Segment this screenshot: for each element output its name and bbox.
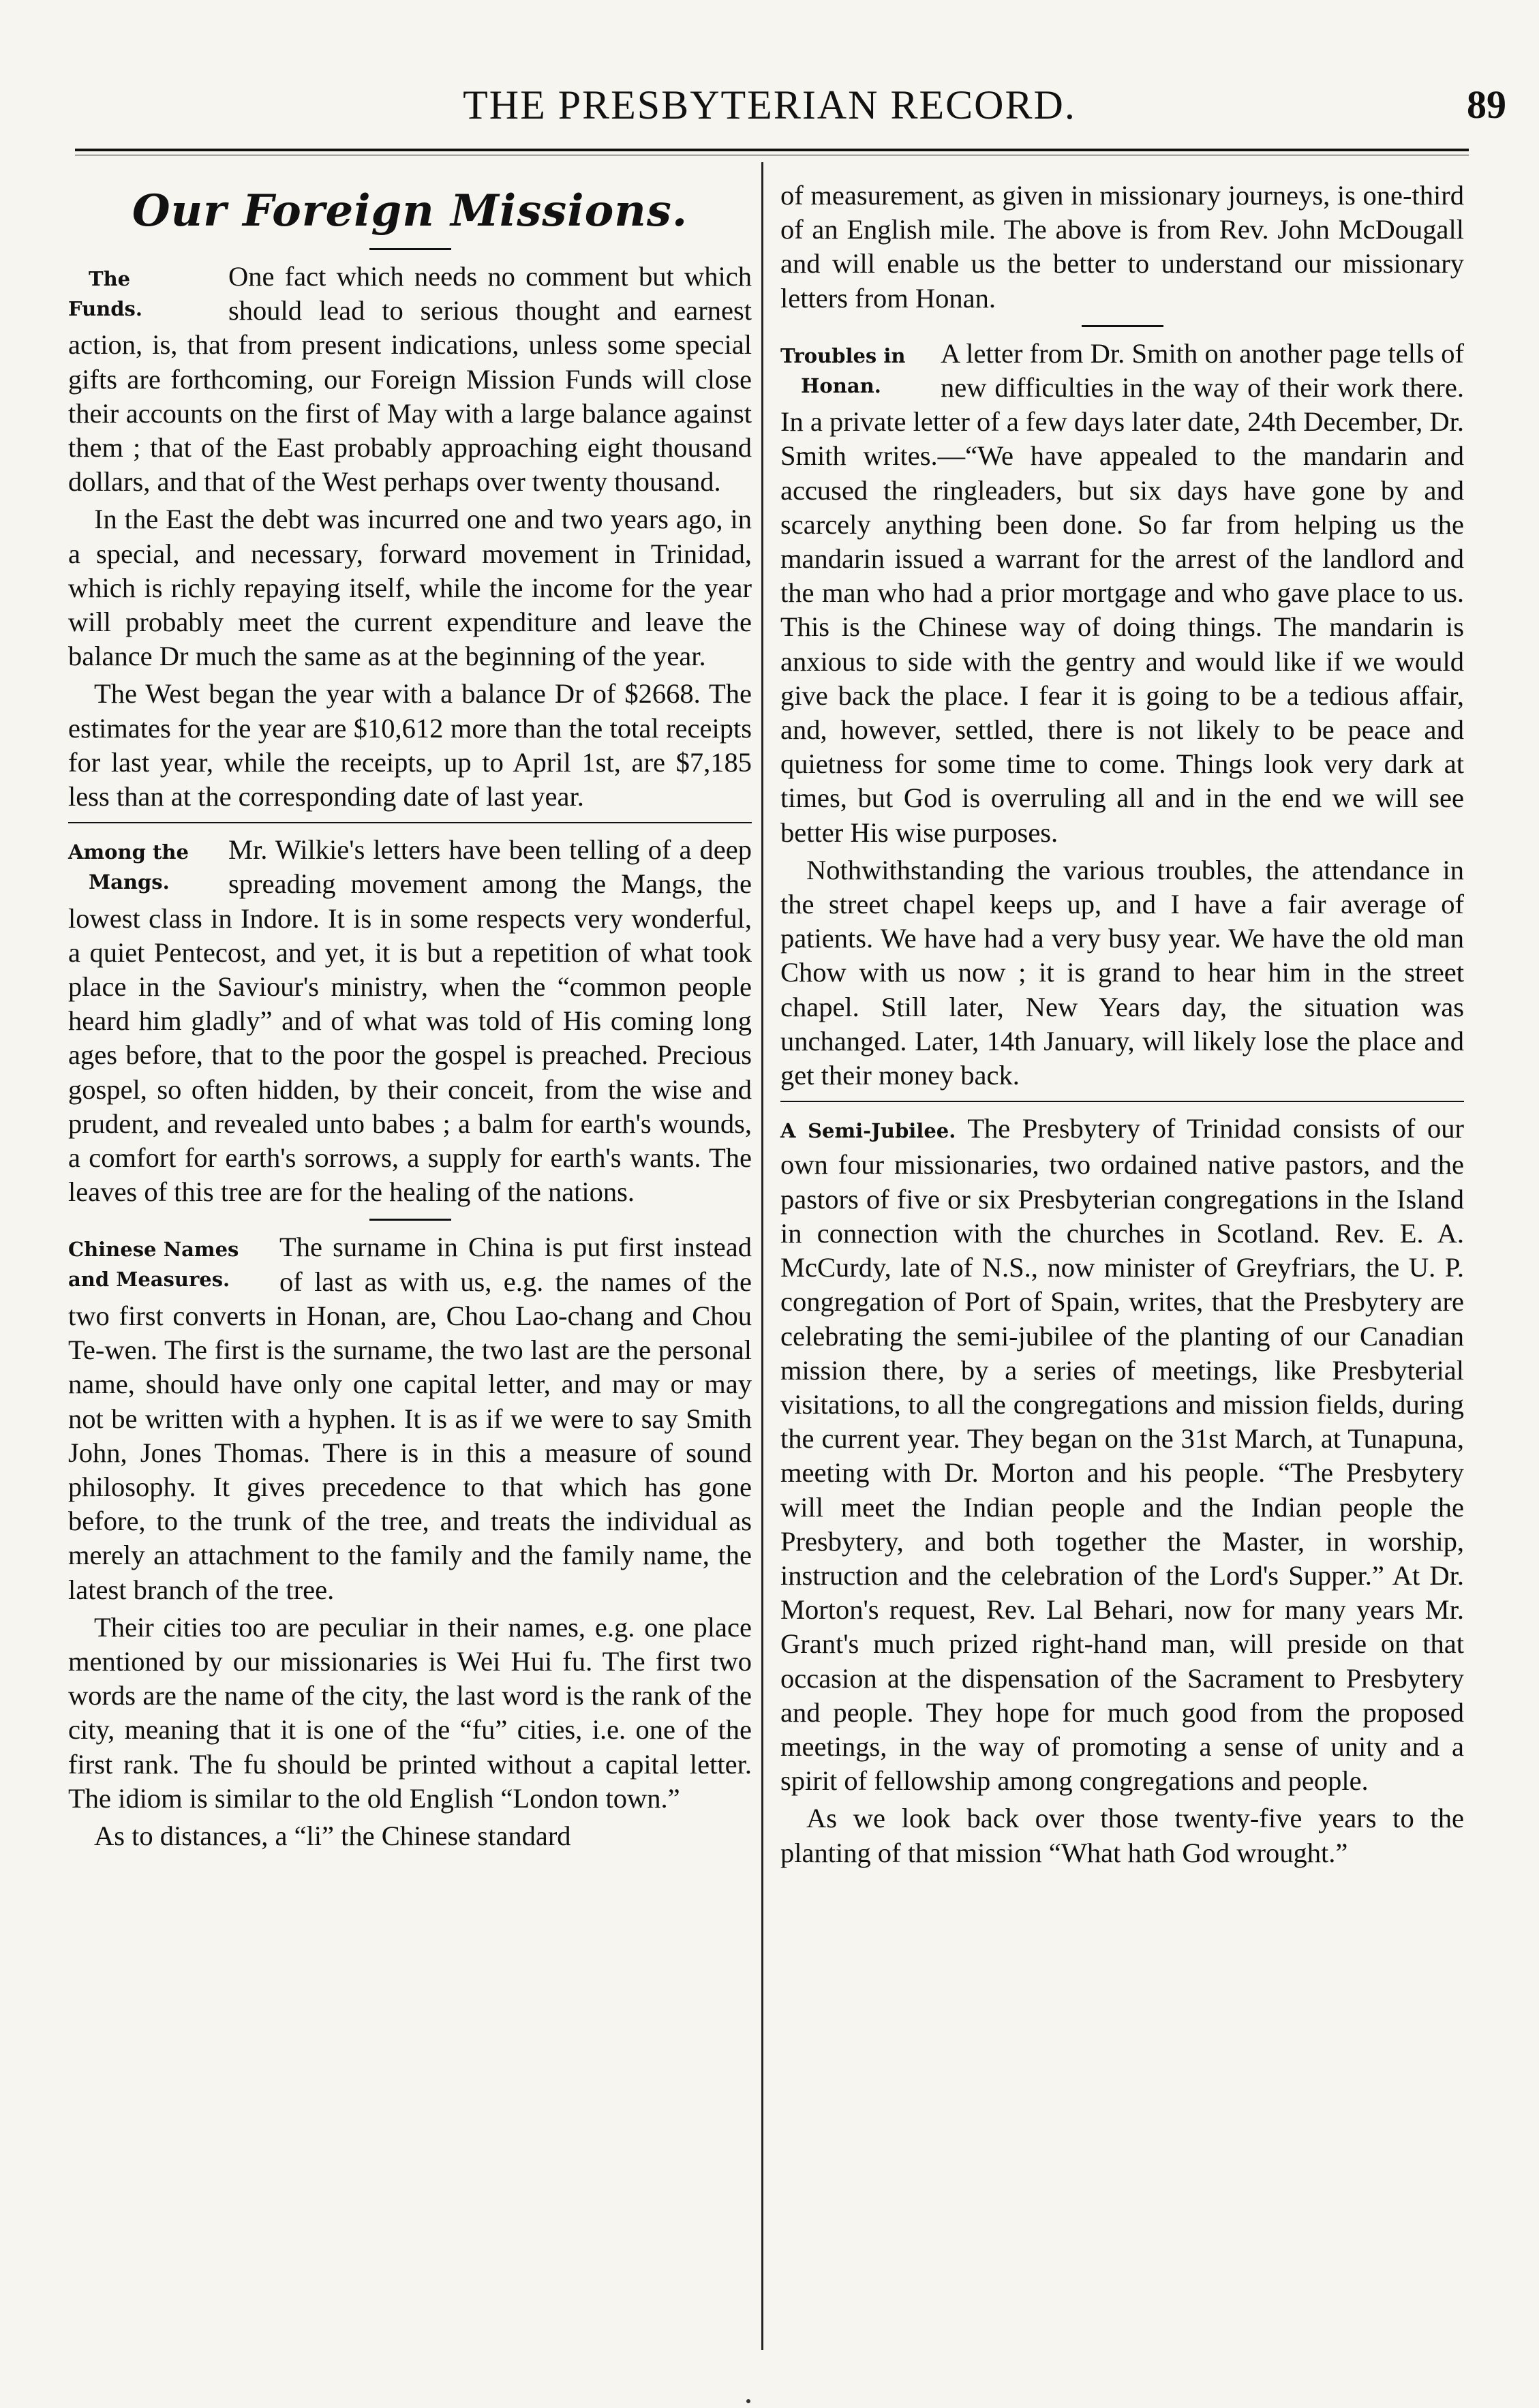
jubilee-heading: A Semi-Jubilee.: [780, 1119, 956, 1143]
mangs-heading-line-2: Mangs.: [89, 870, 170, 894]
mangs-paragraph-1: [68, 833, 752, 1209]
names-text-1: The surname in China is put first instead of last as with us, e.g. the names of the two first converts in Honan, are, Chou Lao-chang and Chou Te-wen. The first is the surname, the two last are the personal name, should have only one capital letter, and may or may not be written with a hyphen. It is as if we were to say Smith John, Jones Thomas. There is in this a measure of sound philosophy. It gives precedence to that which has gone before, to the trunk of the tree, and treats the individual as merely an attachment to the family and the family name, the latest branch of the tree.: [68, 1232, 752, 1605]
mangs-text: Mr. Wilkie's letters have been telling of a deep spreading movement among the Mangs, the lowest class in Indore. It is in some respects very wonderful, a quiet Pentecost, and yet, it is but a repetition of what took place in the Saviour's ministry, when the “common people heard him gladly” and of what was told of His coming long ages before, that to the poor the gospel is preached. Precious gospel, so often hidden, by their conceit, from the wise and prudent, and revealed unto babes ; a balm for earth's wounds, a comfort for earth's sorrows, a supply for earth's wants. The leaves of this tree are for the healing of the nations.: [68, 834, 752, 1208]
separator: [369, 1219, 451, 1221]
section-rule: [780, 1101, 1464, 1102]
mangs-sidehead: [68, 837, 222, 897]
running-header: [0, 82, 1539, 136]
column-divider: [761, 162, 763, 2350]
funds-heading-line-2: Funds.: [68, 297, 142, 320]
names-paragraph-3: As to distances, a “li” the Chinese standard: [94, 1820, 571, 1851]
print-speck: [746, 2399, 750, 2403]
jubilee-paragraph-2: As we look back over those twenty-five years to the planting of that mission “What hath God wrought.”: [780, 1803, 1464, 1868]
honan-sidehead: [780, 341, 934, 401]
honan-heading-line-1: Troubles in: [780, 344, 906, 367]
mangs-heading-line-1: Among the: [68, 840, 189, 864]
jubilee-text-1: The Presbytery of Trinidad consists of our own four missionaries, two ordained native pastors, and the pastors of five or six Presbyterian congregations in the Island in connection with the churches in Scotland. Rev. E. A. McCurdy, late of N.S., now minister of Greyfriars, the U. P. congregation of Port of Spain, writes, that the Presbytery are celebrating the semi-jubilee of the planting of our Canadian mission there, by a series of meetings, like Presbyterial visitations, to all the congregations and mission fields, during the current year. They began on the 31st March, at Tunapuna, meeting with Dr. Morton and his people. “The Presbytery will meet the Indian people and the Indian people the Presbytery, and both together the Master, in worship, instruction and the celebration of the Lord's Supper.” At Dr. Morton's request, Rev. Lal Behari, now for many years Mr. Grant's much prized right-hand man, will preside on that occasion at the dispensation of the Sacrament to Presbytery and people. They hope for much good from the proposed meetings, in the way of promoting a sense of unity and a spirit of fellowship among congregations and people.: [780, 1113, 1465, 1797]
funds-paragraph-1: [68, 260, 752, 499]
names-heading-line-2: and Measures.: [68, 1268, 230, 1292]
section-rule: [68, 822, 752, 823]
separator: [1082, 325, 1163, 327]
continued-paragraph: of measurement, as given in missionary journeys, is one-third of an English mile. The above is from Rev. John McDougall and will enable us the better to understand our missionary letters from Honan.: [780, 180, 1464, 314]
funds-sidehead: [68, 264, 222, 324]
honan-heading-line-2: Honan.: [801, 374, 881, 397]
separator: [369, 248, 451, 250]
header-rule: [75, 149, 1469, 151]
page-number: 89: [1467, 82, 1506, 127]
right-column: [780, 179, 1464, 1874]
journal-title: THE PRESBYTERIAN RECORD.: [463, 82, 1076, 127]
honan-paragraph-1: [780, 337, 1464, 850]
names-heading-line-1: Chinese Names: [68, 1238, 239, 1262]
names-paragraph-1: [68, 1230, 752, 1606]
funds-heading-line-1: The: [89, 267, 131, 290]
names-sidehead: [68, 1234, 273, 1294]
funds-paragraph-2: In the East the debt was incurred one and two years ago, in a special, and necessary, forward movement in Trinidad, which is richly repaying itself, while the income for the year will probably meet the current expenditure and leave the balance Dr much the same as at the beginning of the year.: [68, 504, 752, 672]
jubilee-paragraph-1: [780, 1112, 1464, 1798]
names-paragraph-2: Their cities too are peculiar in their names, e.g. one place mentioned by our missionaries is Wei Hui fu. The first two words are the name of the city, the last word is the rank of the city, meaning that it is one of the “fu” cities, i.e. one of the first rank. The fu should be printed without a capital letter. The idiom is similar to the old English “London town.”: [68, 1611, 752, 1814]
section-masthead: Our Foreign Missions.: [132, 185, 688, 237]
funds-paragraph-3: The West began the year with a balance Dr of $2668. The estimates for the year are $10,612 more than the total receipts for last year, while the receipts, up to April 1st, are $7,185 less than at the corresponding date of last year.: [68, 678, 752, 812]
left-column: [68, 179, 752, 1857]
honan-paragraph-2: Nothwithstanding the various troubles, the attendance in the street chapel keeps up, and I have a fair average of patients. We have had a very busy year. We have the old man Chow with us now ; it is grand to hear him in the street chapel. Still later, New Years day, the situation was unchanged. Later, 14th January, will likely lose the place and get their money back.: [780, 854, 1464, 1091]
honan-text-1: A letter from Dr. Smith on another page tells of new difficulties in the way of their work there. In a private letter of a few days later date, 24th December, Dr. Smith writes.—“We have appealed to the mandarin and accused the ringleaders, but six days have gone by and scarcely anything been done. So far from helping us the mandarin issued a warrant for the arrest of the landlord and the man who had a prior mortgage and who gave place to us. This is the Chinese way of doing things. The mandarin is anxious to side with the gentry and would like if we would give back the place. I fear it is going to be a tedious affair, and, however, settled, there is not likely to be peace and quietness for some time to come. Things look very dark at times, but God is overruling all and in the end we will see better His wise purposes.: [780, 337, 1464, 848]
funds-text-1: One fact which needs no comment but which should lead to serious thought and earnest action, is, that from present indications, unless some special gifts are forthcoming, our Foreign Mission Funds will close their accounts on the first of May with a large balance against them ; that of the East probably approaching eight thousand dollars, and that of the West perhaps over twenty thousand.: [68, 261, 752, 498]
